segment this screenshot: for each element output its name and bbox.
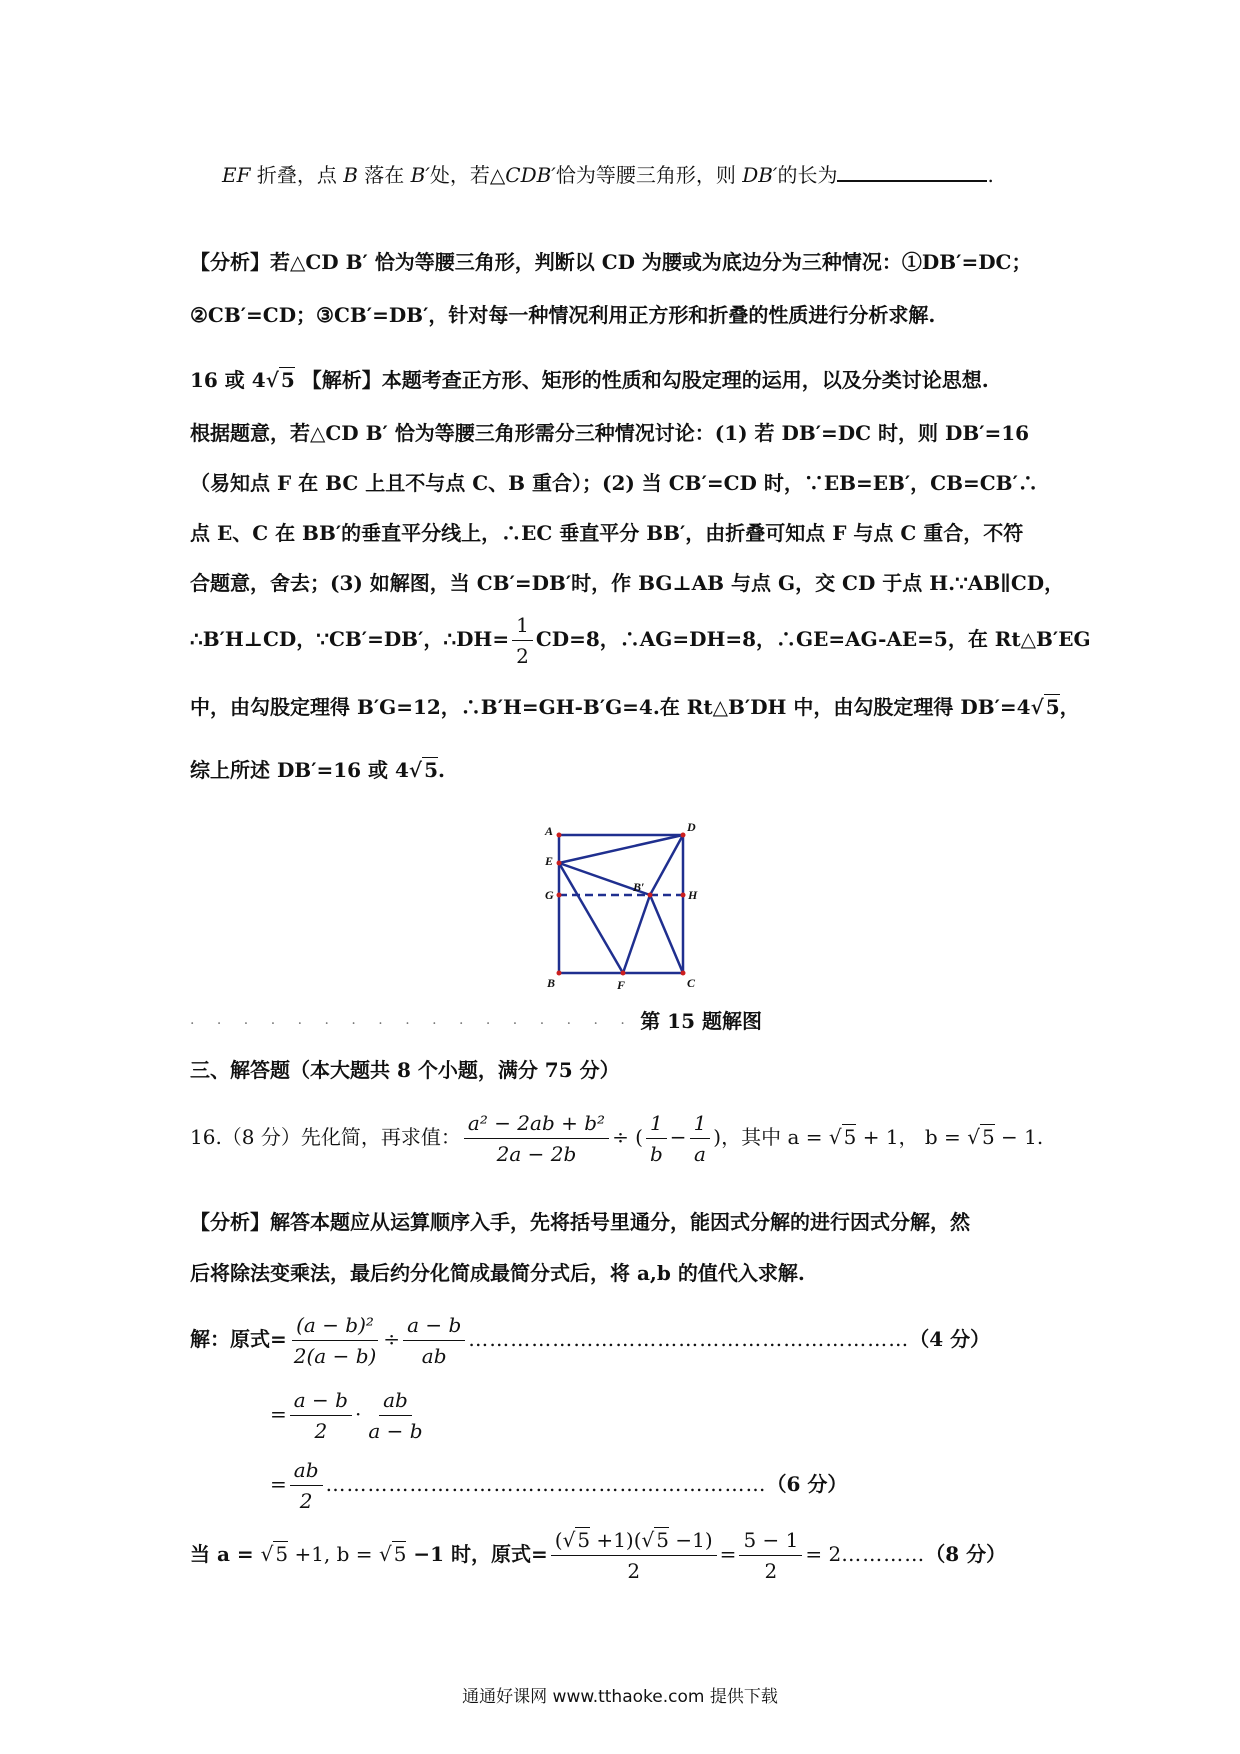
- segment-ED: [559, 835, 683, 863]
- analysis-line: 后将除法变乘法，最后约分化简成最简分式后，将 a,b 的值代入求解.: [190, 1261, 805, 1285]
- point-F: [621, 971, 626, 976]
- explanation-line-1: [190, 365, 989, 395]
- radicand: 5: [1045, 695, 1060, 719]
- fraction: [464, 1108, 609, 1169]
- text: =: [719, 1542, 737, 1566]
- analysis-line: ②CB′=CD；③CB′=DB′，针对每一种情况利用正方形和折叠的性质进行分析求解.: [190, 303, 936, 327]
- label-E: E: [545, 854, 554, 868]
- label-C: C: [687, 976, 696, 990]
- explanation-line: 点 E、C 在 BB′的垂直平分线上，∴EC 垂直平分 BB′，由折叠可知点 F 与点 C 重合，不符: [190, 521, 1024, 545]
- answer-blank: [837, 160, 987, 182]
- denominator: 2: [299, 1489, 313, 1513]
- sqrt: √ 5: [260, 1542, 289, 1566]
- text: =: [270, 1402, 287, 1426]
- text: 16.（8 分）先化简，再求值：: [190, 1125, 461, 1149]
- point-E: [557, 861, 562, 866]
- text: +1)(: [590, 1528, 642, 1552]
- text: 【解析】本题考查正方形、矩形的性质和勾股定理的运用，以及分类讨论思想.: [294, 368, 989, 392]
- figure-lines: [559, 835, 683, 973]
- sqrt: √ 5: [967, 1125, 995, 1149]
- text: ÷ (: [612, 1125, 643, 1149]
- segment-B-prime-C: [650, 895, 683, 973]
- text: 折叠，点: [250, 163, 344, 187]
- dot-leader: ………………………………………………………: [325, 1472, 767, 1496]
- segment-B-prime-F: [623, 895, 650, 973]
- numerator: (a − b)²: [292, 1310, 378, 1341]
- denominator: 2a − 2b: [496, 1142, 577, 1166]
- radicand: 5: [981, 1125, 995, 1149]
- solution-step-3: [270, 1455, 847, 1516]
- numerator: 1: [690, 1108, 711, 1139]
- explanation-line-6: [190, 610, 1091, 671]
- segment-EF: [559, 863, 623, 973]
- text: 的长为: [777, 163, 838, 187]
- denominator: 2(a − b): [293, 1344, 377, 1368]
- fraction: [646, 1108, 667, 1169]
- score: （8 分）: [925, 1542, 1007, 1566]
- text: 落在: [357, 163, 411, 187]
- figure-points: [557, 833, 686, 976]
- label-A: A: [545, 824, 554, 838]
- numerator: ab: [290, 1455, 323, 1486]
- point-D: [681, 833, 686, 838]
- explanation-line: 合题意，舍去；(3) 如解图，当 CB′=DB′时，作 BG⊥AB 与点 G，交 CD 于点 H.∵AB∥CD，: [190, 571, 1065, 595]
- point-B-prime: [648, 893, 653, 898]
- text: .: [438, 758, 445, 782]
- sqrt: √ 5: [265, 368, 295, 392]
- radicand: 5: [656, 1528, 670, 1552]
- solution-step-2: [270, 1385, 430, 1446]
- text: +1, b =: [288, 1542, 379, 1566]
- radicand: 5: [280, 368, 295, 392]
- point-H: [681, 893, 686, 898]
- fraction: [290, 1310, 381, 1371]
- text: 综上所述 DB′=16 或 4: [190, 758, 409, 782]
- fraction: [512, 610, 533, 671]
- figure-caption-row: [190, 1005, 890, 1034]
- fraction: [290, 1455, 323, 1516]
- radicand: 5: [577, 1528, 591, 1552]
- dot-leader: ………………………………………………………: [468, 1327, 910, 1351]
- question-16: [190, 1108, 1043, 1169]
- label-B-prime: B′: [633, 880, 645, 894]
- sqrt: √ 5: [641, 1528, 670, 1552]
- text: − 1.: [994, 1125, 1044, 1149]
- radicand: 5: [275, 1542, 289, 1566]
- text: 当 a =: [190, 1542, 261, 1566]
- text: ∴B′H⊥CD，∵CB′=DB′，∴DH=: [190, 627, 510, 651]
- denominator: 2: [314, 1419, 328, 1443]
- square-outline: [559, 835, 683, 973]
- denominator: a: [693, 1142, 706, 1166]
- sqrt: √ 5: [378, 1542, 407, 1566]
- text: + 1， b =: [856, 1125, 968, 1149]
- text: −1 时，原式=: [406, 1542, 548, 1566]
- text: 恰为等腰三角形，则: [555, 163, 743, 187]
- radicand: 5: [393, 1542, 407, 1566]
- explanation-line: 根据题意，若△CD B′ 恰为等腰三角形需分三种情况讨论：(1) 若 DB′=DC 时，则 DB′=16: [190, 421, 1030, 445]
- explanation-line-7: [190, 692, 1080, 722]
- text: 中，由勾股定理得 B′G=12，∴B′H=GH-B′G=4.在 Rt△B′DH 中，由勾股定理得 DB′=4: [190, 695, 1031, 719]
- text: −: [669, 1125, 687, 1149]
- section-heading: 三、解答题（本大题共 8 个小题，满分 75 分）: [190, 1058, 620, 1082]
- numerator: 5 − 1: [739, 1525, 802, 1556]
- figure-caption: 第 15 题解图: [640, 1009, 762, 1033]
- text: B′: [410, 163, 430, 187]
- analysis-line: 【分析】解答本题应从运算顺序入手，先将括号里通分，能因式分解的进行因式分解，然: [190, 1210, 970, 1234]
- numerator: a − b: [403, 1310, 465, 1341]
- denominator: 2: [627, 1559, 641, 1583]
- denominator: 2: [764, 1559, 778, 1583]
- numerator: a − b: [290, 1385, 352, 1416]
- fraction: [364, 1385, 426, 1446]
- page-footer: 通通好课网 www.tthaoke.com 提供下载: [462, 1687, 778, 1707]
- text: ÷: [383, 1327, 401, 1351]
- numerator: 1: [512, 610, 533, 641]
- text: CDB′: [505, 163, 556, 187]
- numerator: a² − 2ab + b²: [464, 1108, 609, 1139]
- text: .: [987, 163, 994, 187]
- label-F: F: [617, 978, 626, 992]
- label-B: B: [547, 976, 556, 990]
- dot-leader: …………: [841, 1542, 926, 1566]
- fraction: [403, 1310, 465, 1371]
- text: )，其中 a =: [713, 1125, 829, 1149]
- denominator: 2: [516, 644, 529, 668]
- radicand: 5: [424, 758, 438, 782]
- score: （4 分）: [909, 1327, 991, 1351]
- denominator: a − b: [368, 1419, 423, 1443]
- text: DB′: [742, 163, 778, 187]
- fraction: [290, 1385, 352, 1446]
- radicand: 5: [843, 1125, 857, 1149]
- text: ，: [1059, 695, 1080, 719]
- label-H: H: [688, 888, 698, 902]
- text: ·: [354, 1402, 362, 1426]
- segment-B-prime-D: [650, 835, 683, 895]
- sqrt: √ 5: [1030, 695, 1060, 719]
- point-G: [557, 893, 562, 898]
- label-G: G: [545, 888, 554, 902]
- explanation-line: （易知点 F 在 BC 上且不与点 C、B 重合）；(2) 当 CB′=CD 时，∵EB=EB′，CB=CB′∴: [190, 471, 1038, 495]
- fraction: [690, 1108, 711, 1169]
- sqrt: √ 5: [828, 1125, 857, 1149]
- text: −1): [669, 1528, 713, 1552]
- fraction: [551, 1525, 717, 1586]
- numerator: 1: [646, 1108, 667, 1139]
- text: CD=8，∴AG=DH=8，∴GE=AG-AE=5，在 Rt△B′EG: [535, 627, 1091, 651]
- text: 解：原式=: [190, 1327, 287, 1351]
- solution-step-1: [190, 1310, 990, 1371]
- sqrt: √ 5: [408, 758, 438, 782]
- geometry-figure: [535, 815, 715, 995]
- point-C: [681, 971, 686, 976]
- denominator: ab: [421, 1344, 447, 1368]
- fraction: [739, 1525, 802, 1586]
- sqrt: √ 5: [562, 1528, 591, 1552]
- point-A: [557, 833, 562, 838]
- numerator: ab: [379, 1385, 412, 1416]
- text: (: [554, 1528, 563, 1552]
- solution-step-4: [190, 1525, 1006, 1586]
- text: B: [343, 163, 358, 187]
- question15-tail: [222, 160, 994, 190]
- dot-leader: · · · · · · · · · · · · · · · · ·: [190, 1016, 634, 1032]
- denominator: b: [649, 1142, 663, 1166]
- text: = 2: [805, 1542, 842, 1566]
- score: （6 分）: [766, 1472, 848, 1496]
- text: 16 或 4: [190, 368, 266, 392]
- point-B: [557, 971, 562, 976]
- label-D: D: [687, 820, 696, 834]
- text: EF: [222, 163, 251, 187]
- analysis-line: 【分析】若△CD B′ 恰为等腰三角形，判断以 CD 为腰或为底边分为三种情况：①DB′=DC；: [190, 250, 1032, 274]
- text: 处，若△: [429, 163, 506, 187]
- text: =: [270, 1472, 287, 1496]
- numerator: [551, 1525, 717, 1556]
- explanation-line-8: [190, 755, 445, 785]
